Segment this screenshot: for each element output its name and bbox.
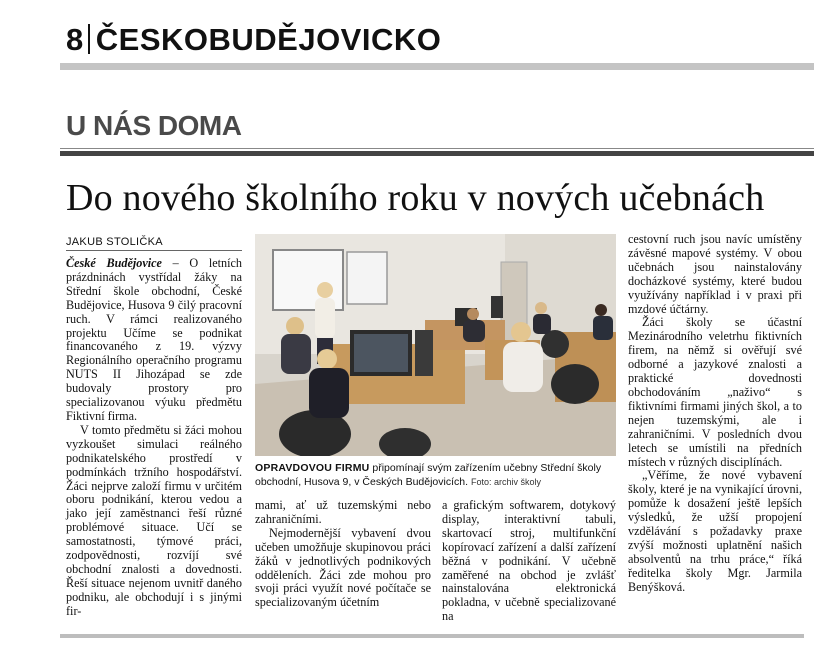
- article-photo: [255, 234, 616, 456]
- masthead-rule: [60, 63, 814, 70]
- dateline: České Budějovice: [66, 256, 162, 270]
- article-column-2: [255, 499, 431, 610]
- caption-lead: OPRAVDOVOU FIRMU: [255, 462, 370, 474]
- article-headline: Do nového školního roku v nových učebnách: [66, 177, 765, 219]
- photo-caption: [255, 462, 616, 489]
- article-byline: JAKUB STOLIČKA: [66, 236, 242, 251]
- page-masthead: [66, 22, 441, 58]
- photo-credit: Foto: archiv školy: [470, 476, 541, 487]
- paragraph: „Věříme, že nové vybavení školy, které je na vynikající úrovni, pomůže k dosažení ještě lepších výsledků, že užší propojení vzdělávání s požadavky praxe zvýší možnosti uplatnění našich absolventů na trhu práce,“ říká ředitelka školy Mgr. Jarmila Benýšková.: [628, 468, 802, 594]
- page-number: 8: [66, 22, 84, 57]
- paragraph: a grafickým softwarem, dotykový display, interaktivní tabuli, skartovací stroj, multifunkční kopírovací zařízení a další zařízení běžná v podnikání. V učebně zaměřené na obchod je zvlášť nainstalována elektronická pokladna, v učebně specializované na: [442, 498, 616, 624]
- caption-text: připomínají svým zařízením učebny Střední školy obchodní, Husova 9, v Českých Budějovicích.: [255, 462, 602, 488]
- article-column-4: [628, 233, 802, 595]
- paragraph: České Budějovice – O letních prázdninách vystřídal žáky na Střední škole obchodní, České Budějovice, Husova 9 čilý pracovní ruch. V rámci realizovaného projektu Učíme se podnikat financovaného z 19. výzvy Regionálního operačního programu NUTS II Jihozápad se zde budovaly prostory pro specializovanou výuku předmětu Fiktivní firma.: [66, 256, 242, 423]
- paragraph: V tomto předmětu si žáci mohou vyzkoušet simulaci reálného podnikatelského prostředí v podmínkách tržního hospodářství. Žáci nejprve založí firmu v určitém oboru podnikání, kterou vedou a jako její zaměstnanci řeší různé problémové situace. Učí se samostatnosti, týmové práci, zodpovědnosti, rozvíjí své obchodní znalosti a dovednosti. Řeší situace nejenom uvnitř daného podniku, ale obchodují i s jinými fir-: [66, 422, 242, 618]
- region-title: ČESKOBUDĚJOVICKO: [95, 22, 442, 57]
- paragraph: Žáci školy se účastní Mezinárodního veletrhu fiktivních firem, na němž si ověřují své odborné a jazykové znalosti a praktické dovednosti obchodováním „naživo“ s fiktivními firmami jiných škol, a to nejen tuzemskými, ale i zahraničními. V posledních dvou letech se umístili na předních místech v různých disciplínách.: [628, 315, 802, 469]
- bottom-rule: [60, 634, 804, 638]
- paragraph: Nejmodernější vybavení dvou učeben umožňuje skupinovou práci žáků v jednotlivých podnikových odděleních. Žáci zde mohou pro svoji práci využít nové počítače se specializovaným účetním: [255, 525, 431, 610]
- paragraph: mami, ať už tuzemskými nebo zahraničními.: [255, 498, 431, 526]
- paragraph: cestovní ruch jsou navíc umístěny závěsné mapové systémy. V obou učebnách jsou nainstalovány docházkové systémy, které budou využívány například i v praxi při mzdové účtárny.: [628, 232, 802, 316]
- section-rule-thin: [60, 148, 814, 149]
- classroom-photo-image: [255, 234, 616, 456]
- masthead-separator: [88, 24, 90, 54]
- section-rule: [60, 151, 814, 156]
- section-title: U NÁS DOMA: [66, 110, 242, 141]
- article-column-1: [66, 257, 242, 619]
- article-column-3: [442, 499, 616, 624]
